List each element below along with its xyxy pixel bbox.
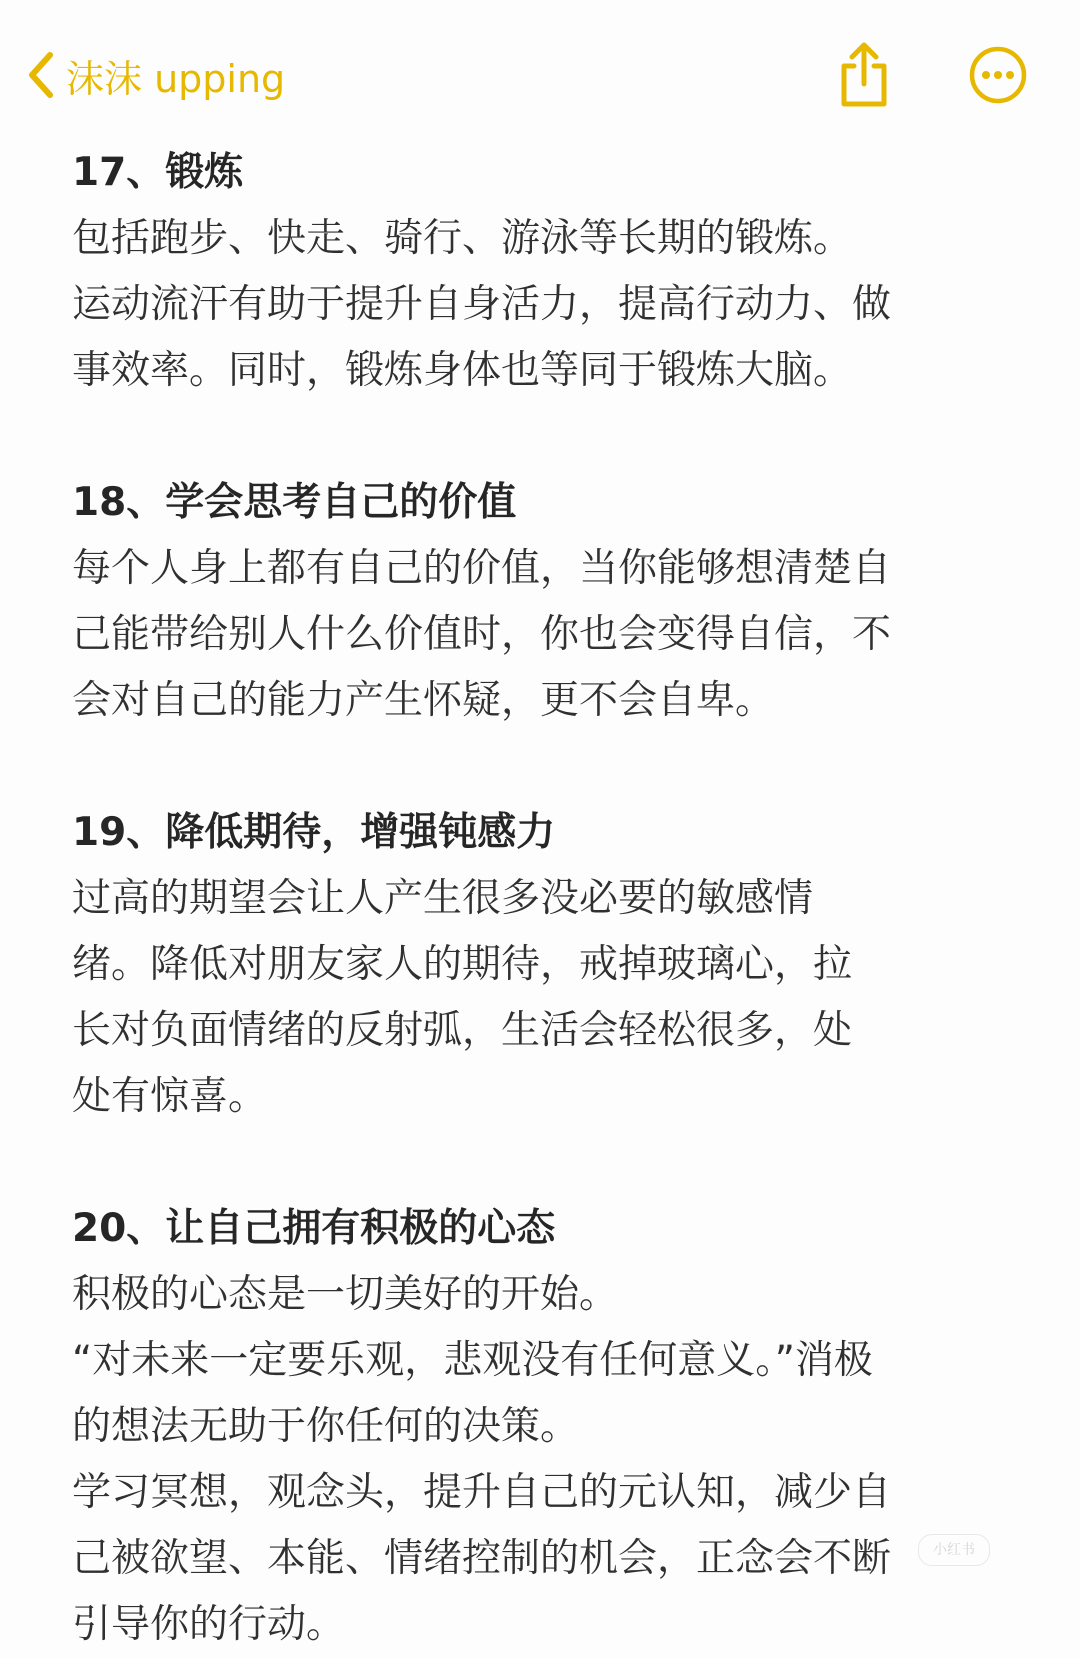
note-body — [72, 140, 1032, 1658]
body-line: 己能带给别人什么价值时，你也会变得自信，不 — [72, 612, 892, 657]
section-title: 19、降低期待，增强钝感力 — [72, 810, 556, 855]
body-line: 包括跑步、快走、骑行、游泳等长期的锻炼。 — [72, 216, 853, 261]
body-line: 长对负面情绪的反射弧，生活会轻松很多，处 — [72, 1008, 853, 1053]
more-icon — [968, 45, 1028, 105]
section-title: 17、锻炼 — [72, 150, 244, 195]
section-spacer — [72, 1130, 1032, 1196]
body-line: 己被欲望、本能、情绪控制的机会，正念会不断 — [72, 1536, 892, 1581]
section-title: 20、让自己拥有积极的心态 — [72, 1206, 556, 1251]
body-line: 积极的心态是一切美好的开始。 — [72, 1272, 619, 1317]
body-line: 每个人身上都有自己的价值，当你能够想清楚自 — [72, 546, 892, 591]
share-icon — [836, 40, 892, 110]
section-17 — [72, 140, 1032, 404]
body-line: 过高的期望会让人产生很多没必要的敏感情 — [72, 876, 814, 921]
body-line: 会对自己的能力产生怀疑，更不会自卑。 — [72, 678, 775, 723]
body-line: 引导你的行动。 — [72, 1602, 346, 1647]
more-button[interactable] — [968, 45, 1028, 105]
share-button[interactable] — [836, 40, 892, 110]
section-18 — [72, 470, 1032, 734]
back-button[interactable] — [26, 44, 285, 106]
body-line: 绪。降低对朋友家人的期待，戒掉玻璃心，拉 — [72, 942, 853, 987]
navigation-bar — [0, 36, 1080, 116]
body-line: “对未来一定要乐观，悲观没有任何意义。”消极 — [72, 1338, 873, 1383]
body-line: 处有惊喜。 — [72, 1074, 268, 1119]
body-line: 运动流汗有助于提升自身活力，提高行动力、做 — [72, 282, 892, 327]
body-line: 学习冥想，观念头，提升自己的元认知，减少自 — [72, 1470, 892, 1515]
section-spacer — [72, 404, 1032, 470]
section-19 — [72, 800, 1032, 1130]
back-label: 沫沫 upping — [66, 56, 286, 101]
watermark-logo: 小红书 — [918, 1534, 990, 1566]
section-title: 18、学会思考自己的价值 — [72, 480, 517, 525]
chevron-left-icon — [26, 51, 56, 99]
body-line: 事效率。同时，锻炼身体也等同于锻炼大脑。 — [72, 348, 853, 393]
section-20 — [72, 1196, 1032, 1658]
body-line: 的想法无助于你任何的决策。 — [72, 1404, 580, 1449]
section-spacer — [72, 734, 1032, 800]
